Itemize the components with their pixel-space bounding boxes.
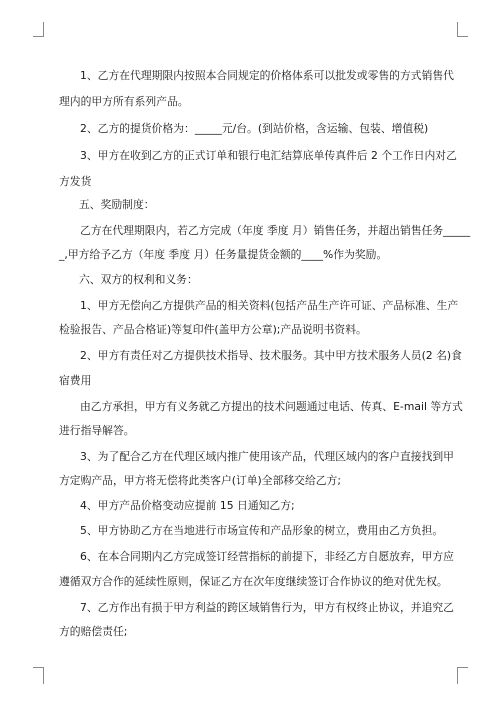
paragraph-line: 1、甲方无偿向乙方提供产品的相关资料(包括产品生产许可证、产品标准、生产: [80, 299, 459, 312]
paragraph-line: 乙方在代理期限内，若乙方完成（年度 季度 月）销售任务，并超出销售任务_____: [80, 224, 471, 237]
paragraph-line: 宿费用: [59, 374, 92, 387]
paragraph-line: 2、乙方的提货价格为：_____元/台。(到站价格，含运输、包装、增值税): [80, 122, 429, 135]
paragraph-line: 2、甲方有责任对乙方提供技术指导、技术服务。其中甲方技术服务人员(2 名)食: [80, 349, 462, 362]
paragraph-line: 方定购产品，甲方将无偿将此类客户(订单)全部移交给乙方;: [59, 474, 341, 487]
paragraph-line: 4、甲方产品价格变动应提前 15 日通知乙方;: [80, 499, 295, 512]
paragraph-line: 1、乙方在代理期限内按照本合同规定的价格体系可以批发或零售的方式销售代: [80, 69, 454, 82]
paragraph-line: 5、甲方协助乙方在当地进行市场宣传和产品形象的树立，费用由乙方负担。: [80, 524, 444, 537]
paragraph-line: 遵循双方合作的延续性原则，保证乙方在次年度继续签订合作协议的绝对优先权。: [59, 575, 448, 588]
paragraph-line: 由乙方承担，甲方有义务就乙方提出的技术问题通过电话、传真、E-mail 等方式: [80, 400, 463, 413]
paragraph-line: 理内的甲方所有系列产品。: [59, 95, 189, 108]
paragraph-line: 3、为了配合乙方在代理区域内推广使用该产品，代理区域内的客户直接找到甲: [80, 450, 454, 463]
paragraph-line: _,甲方给予乙方（年度 季度 月）任务量提货金额的____%作为奖励。: [59, 248, 388, 261]
crop-mark-bottom-left: [33, 667, 44, 684]
section-heading: 五、奖励制度：: [79, 198, 155, 211]
paragraph-line: 检验报告、产品合格证)等复印件(盖甲方公章);产品说明书资料。: [59, 323, 367, 336]
paragraph-line: 6、在本合同期内乙方完成签订经营指标的前提下，非经乙方自愿放弃，甲方应: [80, 550, 454, 563]
crop-mark-top-right: [457, 22, 468, 37]
crop-mark-bottom-right: [457, 667, 468, 684]
crop-mark-top-left: [33, 22, 44, 37]
section-heading: 六、双方的权利和义务：: [79, 273, 198, 286]
paragraph-line: 7、乙方作出有损于甲方利益的跨区域销售行为，甲方有权终止协议，并追究乙: [80, 601, 454, 614]
paragraph-line: 方发货: [59, 175, 92, 188]
paragraph-line: 方的赔偿责任;: [59, 625, 128, 638]
paragraph-line: 3、甲方在收到乙方的正式订单和银行电汇结算底单传真件后 2 个工作日内对乙: [80, 149, 457, 162]
paragraph-line: 进行指导解答。: [59, 424, 135, 437]
